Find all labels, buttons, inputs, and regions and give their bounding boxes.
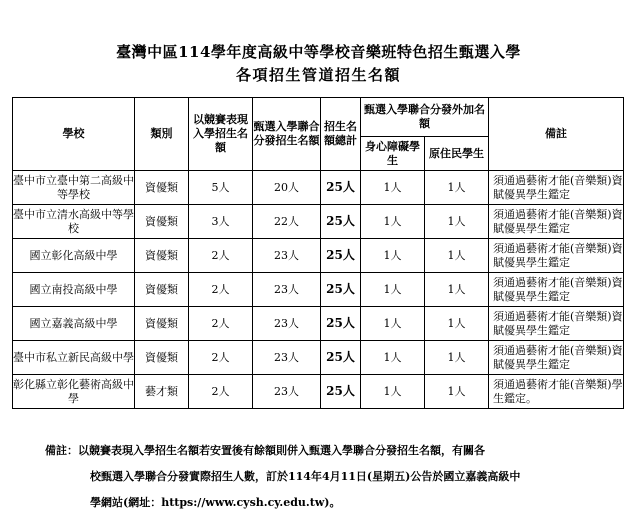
document-title: 臺灣中區114學年度高級中等學校音樂班特色招生甄選入學 <box>116 43 521 61</box>
disabled-quota-cell: 1人 <box>361 307 425 341</box>
school-cell: 國立南投高級中學 <box>13 273 135 307</box>
disabled-quota-cell: 1人 <box>361 341 425 375</box>
header-indigenous-students: 原住民學生 <box>425 137 489 171</box>
competition-quota-cell: 2人 <box>189 375 253 409</box>
disabled-quota-cell: 1人 <box>361 273 425 307</box>
total-quota-cell: 25人 <box>321 375 361 409</box>
disabled-quota-cell: 1人 <box>361 375 425 409</box>
indigenous-quota-cell: 1人 <box>425 273 489 307</box>
joint-quota-cell: 23人 <box>253 307 321 341</box>
competition-quota-cell: 3人 <box>189 205 253 239</box>
note-cell: 須通過藝術才能(音樂類)資賦優異學生鑑定 <box>489 239 624 273</box>
footnote-line-1: 備註：以競賽表現入學招生名額若安置後有餘額則併入甄選入學聯合分發招生名額，有關各 <box>45 444 485 457</box>
table-row <box>13 341 624 375</box>
disabled-quota-cell: 1人 <box>361 239 425 273</box>
total-quota-cell: 25人 <box>321 239 361 273</box>
category-cell: 藝才類 <box>135 375 189 409</box>
disabled-quota-cell: 1人 <box>361 205 425 239</box>
table-row <box>13 273 624 307</box>
joint-quota-cell: 22人 <box>253 205 321 239</box>
quota-table <box>12 97 624 409</box>
table-row <box>13 239 624 273</box>
header-category: 類別 <box>135 98 189 171</box>
disabled-quota-cell: 1人 <box>361 171 425 205</box>
competition-quota-cell: 2人 <box>189 341 253 375</box>
competition-quota-cell: 2人 <box>189 239 253 273</box>
school-cell: 臺中市立清水高級中等學校 <box>13 205 135 239</box>
indigenous-quota-cell: 1人 <box>425 341 489 375</box>
competition-quota-cell: 2人 <box>189 307 253 341</box>
table-row <box>13 171 624 205</box>
header-extra-quota-group: 甄選入學聯合分發外加名額 <box>361 98 489 137</box>
footnote-line-3: 學網站(網址：https://www.cysh.cy.edu.tw)。 <box>90 496 341 509</box>
indigenous-quota-cell: 1人 <box>425 239 489 273</box>
joint-quota-cell: 23人 <box>253 341 321 375</box>
school-cell: 國立嘉義高級中學 <box>13 307 135 341</box>
header-note: 備註 <box>489 98 624 171</box>
total-quota-cell: 25人 <box>321 341 361 375</box>
indigenous-quota-cell: 1人 <box>425 375 489 409</box>
footnote-line-2: 校甄選入學聯合分發實際招生人數，訂於114年4月11日(星期五)公告於國立嘉義高級中 <box>90 470 521 483</box>
header-school: 學校 <box>13 98 135 171</box>
table-body <box>13 171 624 409</box>
competition-quota-cell: 5人 <box>189 171 253 205</box>
school-cell: 國立彰化高級中學 <box>13 239 135 273</box>
indigenous-quota-cell: 1人 <box>425 171 489 205</box>
category-cell: 資優類 <box>135 341 189 375</box>
category-cell: 資優類 <box>135 171 189 205</box>
table-row <box>13 307 624 341</box>
joint-quota-cell: 23人 <box>253 239 321 273</box>
table-row <box>13 375 624 409</box>
note-cell: 須通過藝術才能(音樂類)資賦優異學生鑑定 <box>489 205 624 239</box>
total-quota-cell: 25人 <box>321 171 361 205</box>
table-row <box>13 205 624 239</box>
joint-quota-cell: 23人 <box>253 273 321 307</box>
indigenous-quota-cell: 1人 <box>425 205 489 239</box>
header-competition-quota: 以競賽表現入學招生名額 <box>189 98 253 171</box>
competition-quota-cell: 2人 <box>189 273 253 307</box>
note-cell: 須通過藝術才能(音樂類)資賦優異學生鑑定 <box>489 171 624 205</box>
category-cell: 資優類 <box>135 307 189 341</box>
header-total-quota: 招生名額總計 <box>321 98 361 171</box>
indigenous-quota-cell: 1人 <box>425 307 489 341</box>
note-cell: 須通過藝術才能(音樂類)學生鑑定。 <box>489 375 624 409</box>
school-cell: 彰化縣立彰化藝術高級中學 <box>13 375 135 409</box>
joint-quota-cell: 20人 <box>253 171 321 205</box>
header-joint-quota: 甄選入學聯合分發招生名額 <box>253 98 321 171</box>
note-cell: 須通過藝術才能(音樂類)資賦優異學生鑑定 <box>489 273 624 307</box>
category-cell: 資優類 <box>135 239 189 273</box>
header-disabled-students: 身心障礙學生 <box>361 137 425 171</box>
footnote <box>45 438 605 516</box>
school-cell: 臺中市私立新民高級中學 <box>13 341 135 375</box>
joint-quota-cell: 23人 <box>253 375 321 409</box>
category-cell: 資優類 <box>135 273 189 307</box>
document-subtitle: 各項招生管道招生名額 <box>235 66 401 84</box>
school-cell: 臺中市立臺中第二高級中等學校 <box>13 171 135 205</box>
category-cell: 資優類 <box>135 205 189 239</box>
total-quota-cell: 25人 <box>321 273 361 307</box>
note-cell: 須通過藝術才能(音樂類)資賦優異學生鑑定 <box>489 341 624 375</box>
total-quota-cell: 25人 <box>321 205 361 239</box>
total-quota-cell: 25人 <box>321 307 361 341</box>
note-cell: 須通過藝術才能(音樂類)資賦優異學生鑑定 <box>489 307 624 341</box>
